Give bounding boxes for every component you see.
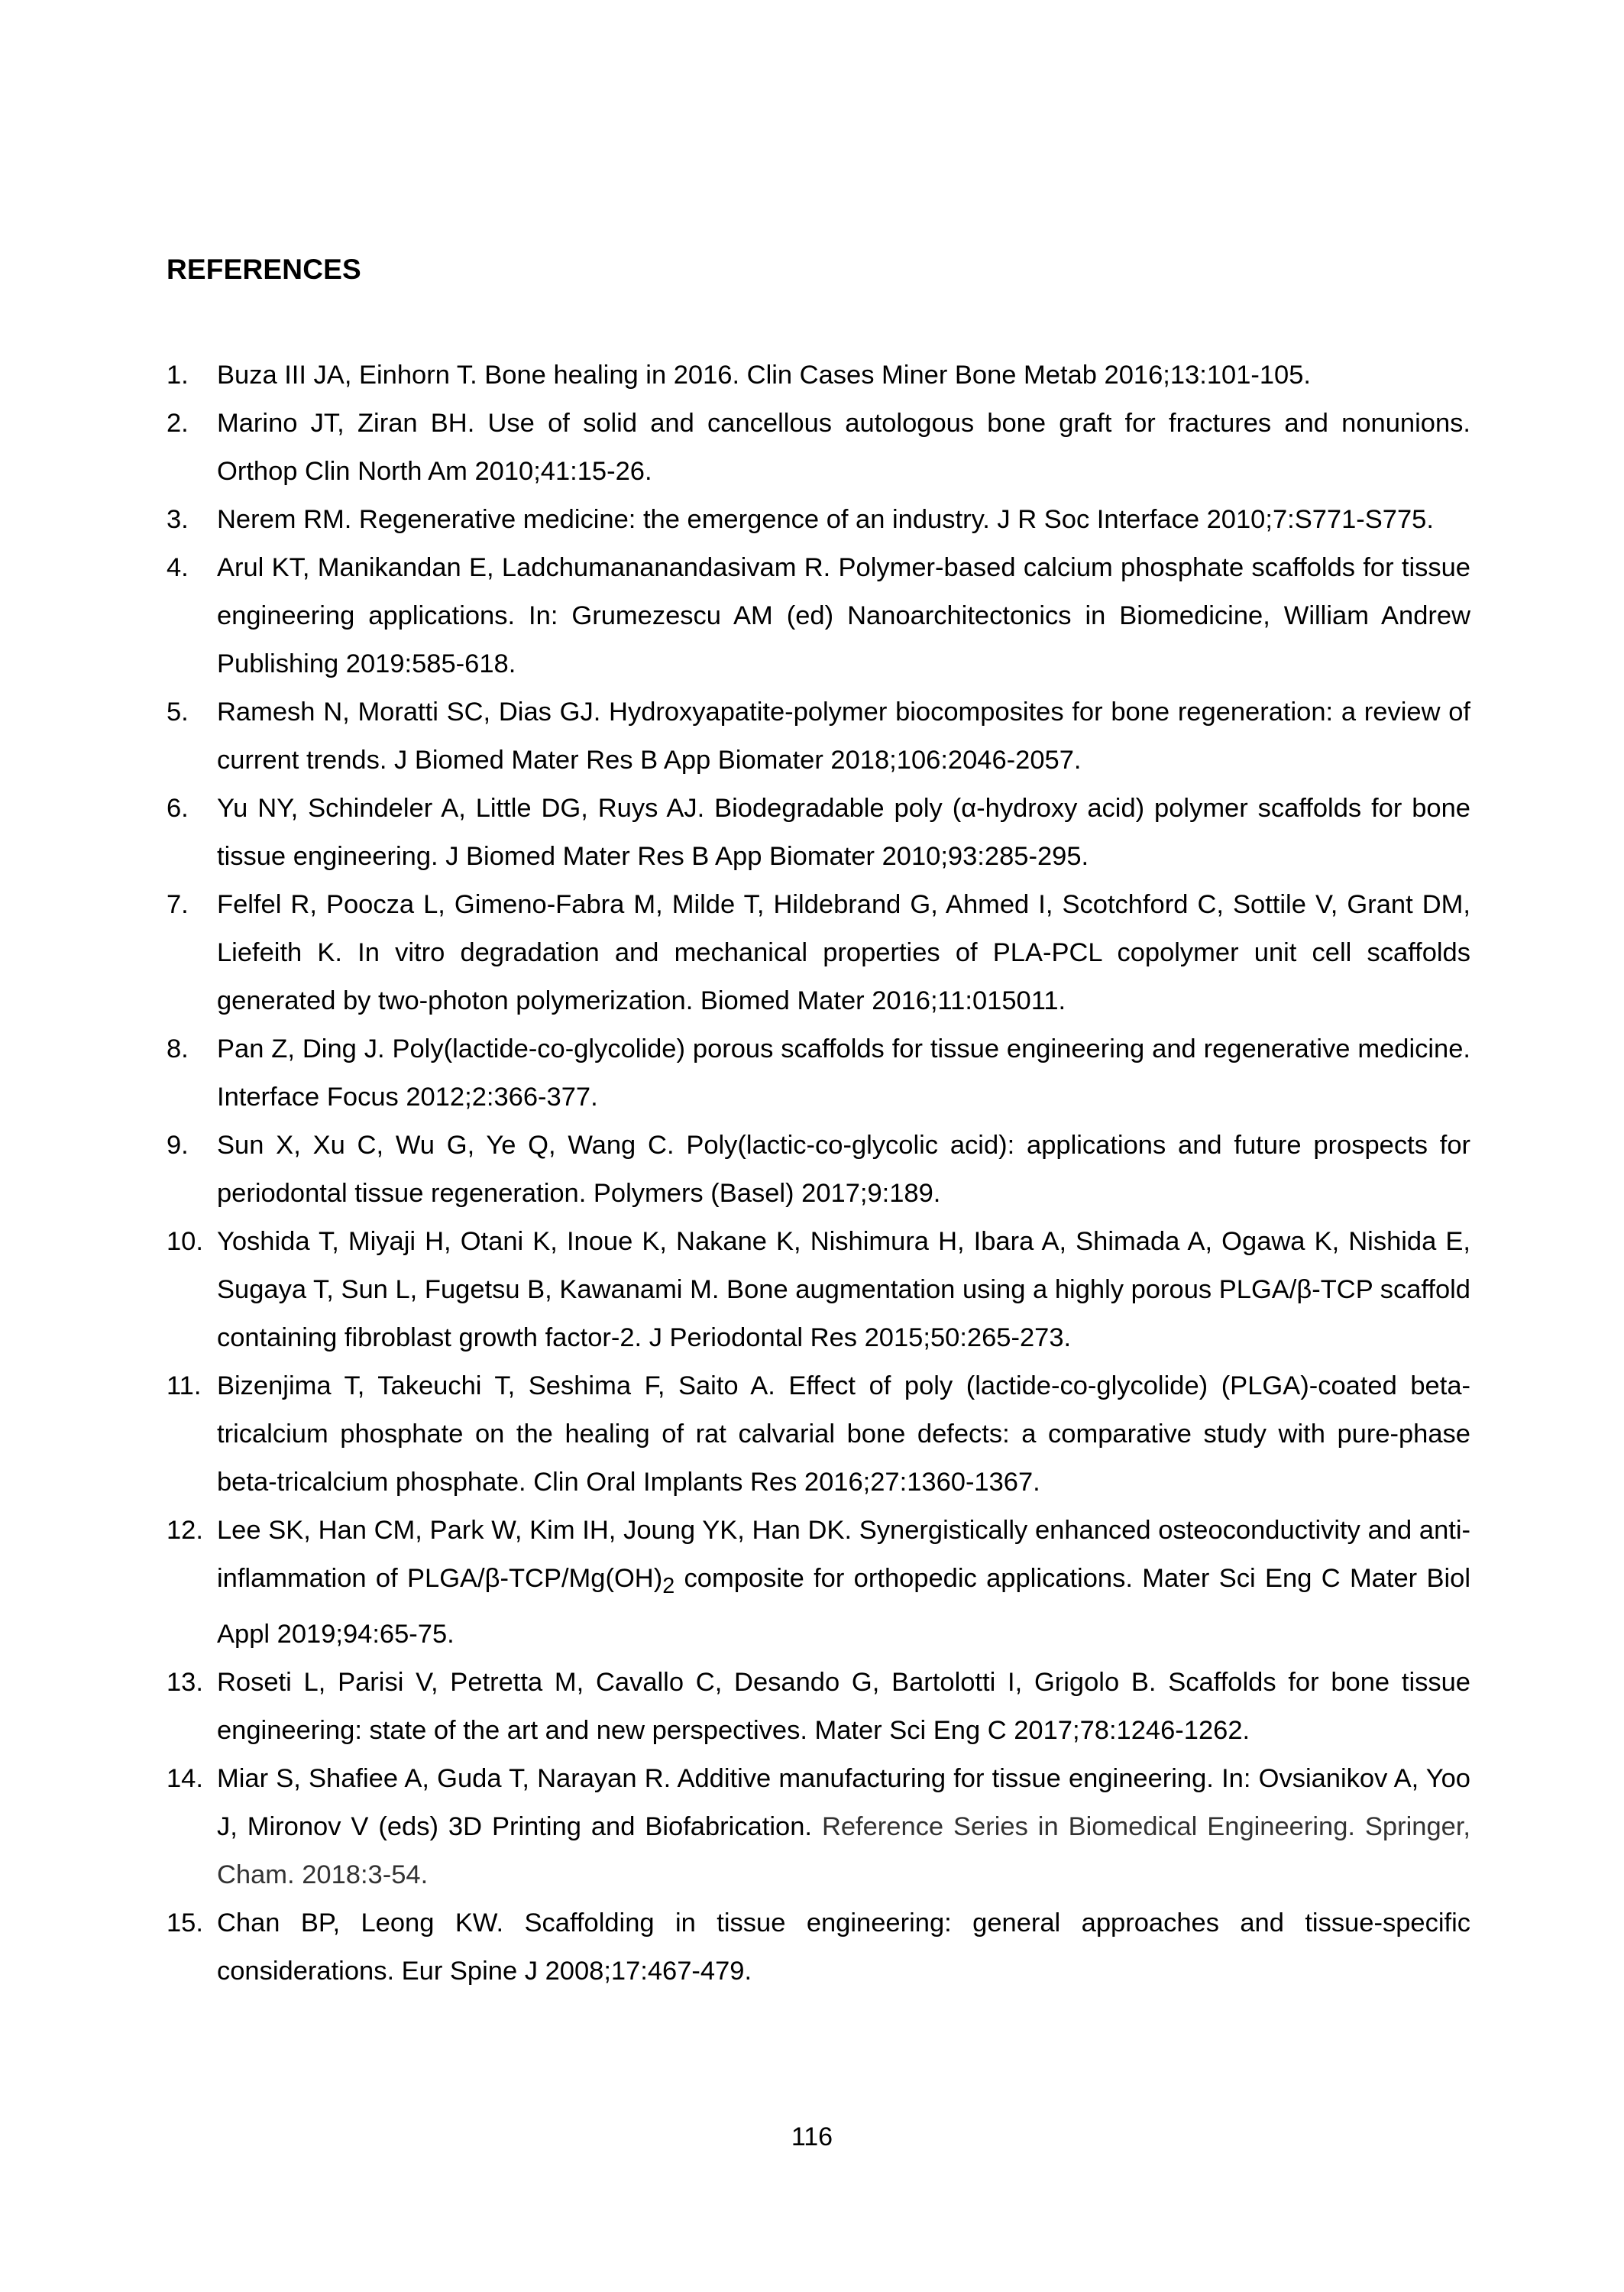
- reference-item-15: [167, 1899, 1470, 1996]
- reference-text: Pan Z, Ding J. Poly(lactide-co-glycolide) porous scaffolds for tissue engineering and regenerative medicine. Interface Focus 2012;2:366-377.: [217, 1034, 1470, 1112]
- reference-list: [167, 351, 1470, 1996]
- reference-text: Chan BP, Leong KW. Scaffolding in tissue engineering: general approaches and tissue-specific considerations. Eur Spine J 2008;17:467-479.: [217, 1908, 1470, 1986]
- reference-number: 1.: [167, 361, 189, 390]
- reference-text: Felfel R, Poocza L, Gimeno-Fabra M, Milde T, Hildebrand G, Ahmed I, Scotchford C, Sottile V, Grant DM, Liefeith K. In vitro degradation and mechanical properties of PLA-PCL copolymer unit cell scaffolds generated by two-photon polymerization. Biomed Mater 2016;11:015011.: [217, 890, 1470, 1015]
- page-number: 116: [791, 2122, 833, 2151]
- reference-item-10: [167, 1218, 1470, 1362]
- reference-number: 6.: [167, 794, 189, 823]
- reference-text: Buza III JA, Einhorn T. Bone healing in 2016. Clin Cases Miner Bone Metab 2016;13:101-105.: [217, 361, 1312, 390]
- reference-text-part: composite for orthopedic applications. Mater Sci Eng C Mater Biol Appl 2019;94:65-75.: [217, 1564, 1470, 1649]
- reference-item-3: [167, 496, 1470, 544]
- reference-number: 4.: [167, 553, 189, 582]
- reference-number: 3.: [167, 505, 189, 534]
- reference-number: 15.: [167, 1908, 203, 1938]
- subscript: 2: [662, 1573, 675, 1598]
- reference-item-7: [167, 881, 1470, 1025]
- reference-text: Ramesh N, Moratti SC, Dias GJ. Hydroxyapatite-polymer biocomposites for bone regeneration: a review of current trends. J Biomed Mater Res B App Biomater 2018;106:2046-2057.: [217, 698, 1470, 775]
- reference-number: 7.: [167, 890, 189, 919]
- reference-text: Bizenjima T, Takeuchi T, Seshima F, Saito A. Effect of poly (lactide-co-glycolide) (PLGA)-coated beta-tricalcium phosphate on the healing of rat calvarial bone defects: a comparative study with pure-phase beta-tricalcium phosphate. Clin Oral Implants Res 2016;27:1360-1367.: [217, 1371, 1470, 1497]
- references-heading: REFERENCES: [167, 254, 361, 285]
- reference-text-part: Lee SK, Han CM, Park W, Kim IH, Joung YK, Han DK. Synergistically enhanced osteoconductivity and anti-inflammation of PLGA/β-TCP/Mg(OH): [217, 1516, 1470, 1593]
- reference-number: 12.: [167, 1516, 203, 1545]
- reference-number: 2.: [167, 409, 189, 438]
- reference-text: Sun X, Xu C, Wu G, Ye Q, Wang C. Poly(lactic-co-glycolic acid): applications and future prospects for periodontal tissue regeneration. Polymers (Basel) 2017;9:189.: [217, 1131, 1470, 1208]
- reference-text: [217, 1755, 1470, 1899]
- reference-number: 9.: [167, 1131, 189, 1160]
- reference-text: Yoshida T, Miyaji H, Otani K, Inoue K, Nakane K, Nishimura H, Ibara A, Shimada A, Ogawa K, Nishida E, Sugaya T, Sun L, Fugetsu B, Kawanami M. Bone augmentation using a highly porous PLGA/β-TCP scaffold containing fibroblast growth factor-2. J Periodontal Res 2015;50:265-273.: [217, 1227, 1470, 1352]
- reference-item-12: [167, 1507, 1470, 1659]
- reference-item-8: [167, 1025, 1470, 1122]
- reference-item-11: [167, 1362, 1470, 1507]
- reference-item-9: [167, 1122, 1470, 1218]
- reference-item-2: [167, 400, 1470, 496]
- reference-number: 14.: [167, 1763, 203, 1793]
- reference-text: Yu NY, Schindeler A, Little DG, Ruys AJ. Biodegradable poly (α-hydroxy acid) polymer scaffolds for bone tissue engineering. J Biomed Mater Res B App Biomater 2010;93:285-295.: [217, 794, 1470, 871]
- reference-item-6: [167, 785, 1470, 881]
- reference-item-4: [167, 544, 1470, 688]
- reference-item-14: [167, 1755, 1470, 1899]
- reference-number: 11.: [167, 1371, 202, 1400]
- reference-text-part: Miar S, Shafiee A, Guda T, Narayan R. Additive manufacturing for tissue engineering. In: Ovsianikov A, Yoo J, Mironov V (eds) 3D Printing and Biofabrication.: [217, 1763, 1470, 1841]
- reference-number: 5.: [167, 698, 189, 727]
- reference-text-part: Reference Series in Biomedical Engineering. Springer, Cham. 2018:3-54.: [217, 1811, 1470, 1889]
- reference-text: Marino JT, Ziran BH. Use of solid and cancellous autologous bone graft for fractures and nonunions. Orthop Clin North Am 2010;41:15-26.: [217, 409, 1470, 486]
- reference-item-5: [167, 688, 1470, 785]
- reference-text: Nerem RM. Regenerative medicine: the emergence of an industry. J R Soc Interface 2010;7:S771-S775.: [217, 505, 1434, 534]
- reference-item-13: [167, 1659, 1470, 1755]
- reference-text: [217, 1507, 1470, 1659]
- reference-number: 13.: [167, 1667, 203, 1697]
- reference-item-1: [167, 351, 1470, 400]
- reference-text: Roseti L, Parisi V, Petretta M, Cavallo C, Desando G, Bartolotti I, Grigolo B. Scaffolds for bone tissue engineering: state of the art and new perspectives. Mater Sci Eng C 2017;78:1246-1262.: [217, 1667, 1470, 1745]
- reference-number: 10.: [167, 1227, 203, 1256]
- reference-text: Arul KT, Manikandan E, Ladchumananandasivam R. Polymer-based calcium phosphate scaffolds for tissue engineering applications. In: Grumezescu AM (ed) Nanoarchitectonics in Biomedicine, William Andrew Publishing 2019:585-618.: [217, 553, 1470, 678]
- reference-number: 8.: [167, 1034, 189, 1063]
